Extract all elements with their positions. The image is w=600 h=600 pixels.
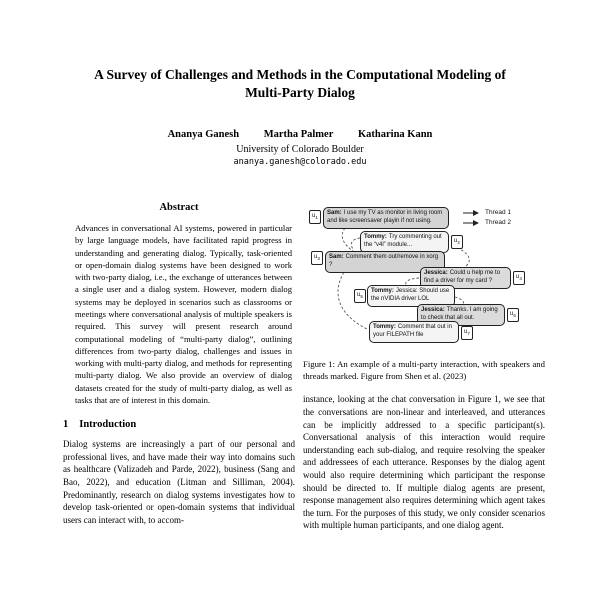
utterance-text: Comment that out in your FILEPATH file: [373, 324, 452, 338]
utterance-id-label: $u_3$: [311, 251, 323, 265]
figure-1-diagram: [303, 202, 545, 352]
legend-thread-1: Thread 1: [485, 209, 512, 216]
right-column-body: instance, looking at the chat conversation in Figure 1, we see that the conversations are non-linear and interleaved, and utterances can be implicitly addressed to a specific participant(s). Conversational analysis of this interaction would require understanding each sub-dialog, and require resolving the speaker and addressees of each utterance. Responses by the dialog agent would also require determining which participant the response should be directed to. If multiple dialog agents are present, response management also requires determining which agent takes the turn. For the purposes of this study, we only consider scenarios with multiple human participants, and one dialog agent.: [303, 394, 545, 531]
introduction-body: Dialog systems are increasingly a part of our personal and professional lives, and have made their way into domains such as healthcare (Valizadeh and Parde, 2022), business (Sang and Bao, 2022), and education (Litman and Silliman, 2004). Predominantly, research on dialog systems investigates how to develop task-oriented or open-domain systems that individual users can interact with, to accom-: [63, 439, 295, 525]
utterance-bubble-u1: [323, 207, 449, 229]
speaker-name: Tommy:: [371, 288, 394, 294]
affiliation: University of Colorado Boulder: [236, 144, 364, 155]
utterance-text: I use my TV as monitor in living room and like screensaver playin if not using.: [327, 210, 443, 224]
speaker-name: Sam:: [329, 254, 344, 260]
speaker-name: Sam:: [327, 210, 342, 216]
section-number: 1: [63, 419, 69, 431]
right-column: [303, 202, 545, 532]
utterance-id-label: $u_2$: [451, 235, 463, 249]
utterance-text: Comment them out/remove in xorg ?: [329, 254, 439, 268]
utterance-text: Try commenting out the “v4l” module...: [364, 234, 442, 248]
author-name: Martha Palmer: [263, 129, 334, 140]
left-column: [63, 202, 295, 526]
speaker-name: Tommy:: [373, 324, 396, 330]
abstract-heading: Abstract: [159, 202, 199, 213]
utterance-id-label: $u_6$: [507, 308, 519, 322]
utterance-text: Could u help me to find a driver for my card ?: [424, 270, 501, 284]
speaker-name: Jessica:: [421, 307, 445, 313]
legend-thread-2: Thread 2: [485, 219, 512, 226]
email-address: ananya.ganesh@colorado.edu: [233, 157, 367, 167]
abstract-body: Advances in conversational AI systems, powered in particular by large language models, have facilitated rapid progress in understanding and generating dialog. Typically, task-oriented or open-domain dialog systems have been designed to work with two-party dialog, i.e., the exchange of utterances between a single user and a dialog system. However, modern dialog systems may be deployed in scenarios such as classrooms or meetings where conversational analysis of multiple speakers is required. This survey will present research around computational modeling of “multi-party dialog”, outlining differences from two-party dialog, challenges and issues in working with multi-party dialog, and methods for representing multi-party dialog. We also provide an overview of dialog datasets created for the study of multi-party dialog, as well as tasks that are of interest in this domain.: [75, 223, 292, 405]
utterance-id-label: $u_7$: [461, 326, 473, 340]
utterance-id-label: $u_4$: [513, 271, 525, 285]
utterance-bubble-u2: [360, 231, 449, 253]
utterance-text: Thanks. I am going to check that all out.: [421, 307, 498, 321]
author-name: Katharina Kann: [358, 129, 433, 140]
speaker-name: Tommy:: [364, 234, 387, 240]
author-line: [0, 129, 600, 140]
speaker-name: Jessica:: [424, 270, 448, 276]
section-heading-introduction: [63, 419, 295, 430]
utterance-id-label: $u_5$: [354, 289, 366, 303]
paper-title: A Survey of Challenges and Methods in the Computational Modeling of Multi-Party Dialog: [94, 67, 506, 100]
section-title: Introduction: [79, 419, 137, 431]
utterance-bubble-u7: [369, 321, 459, 343]
author-name: Ananya Ganesh: [167, 129, 240, 140]
utterance-id-label: $u_1$: [309, 210, 321, 224]
utterance-text: Jessica: Should use the nVIDIA driver LOL: [371, 288, 450, 302]
figure-1-caption: Figure 1: An example of a multi-party interaction, with speakers and threads marked. Figure from Shen et al. (2023): [303, 359, 545, 382]
